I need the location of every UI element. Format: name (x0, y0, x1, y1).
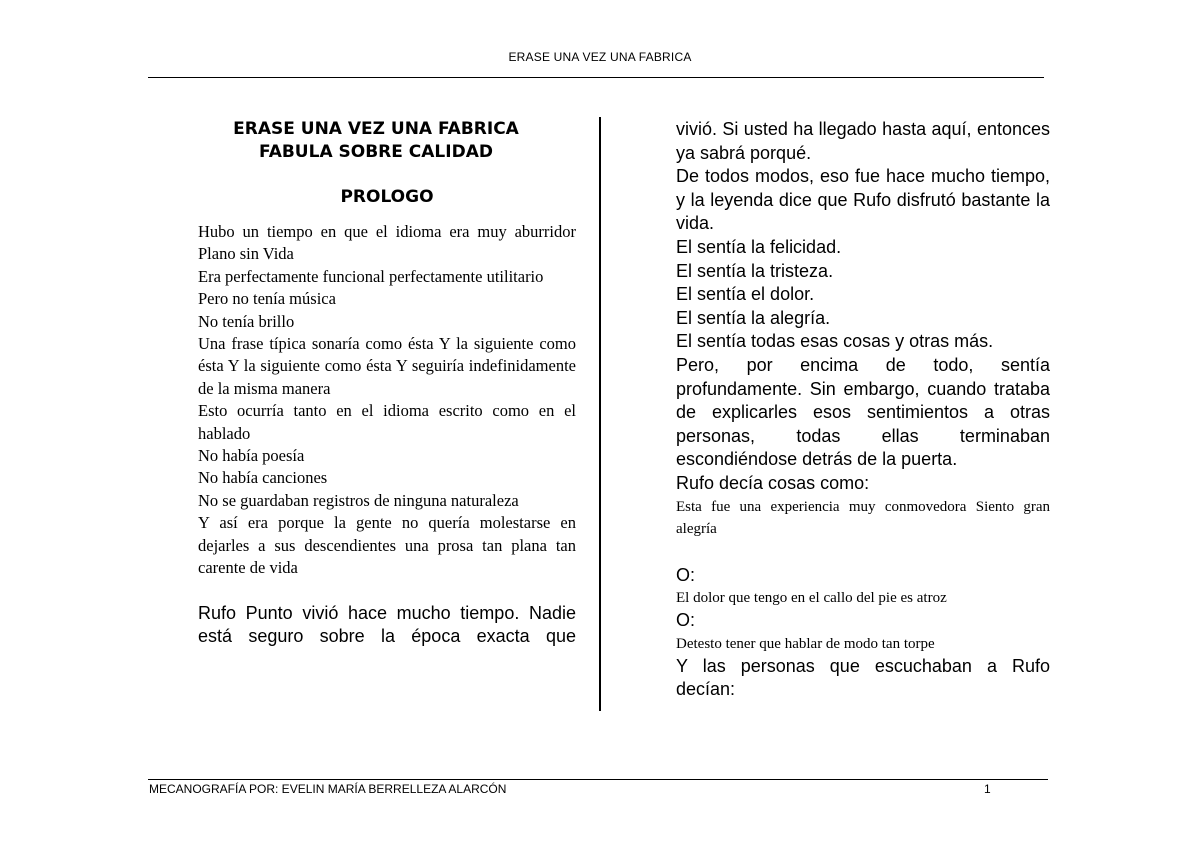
prologue-text (198, 221, 576, 580)
closing-block (676, 655, 1050, 702)
paragraph: Era perfectamente funcional perfectamente utilitario (198, 266, 544, 286)
paragraph: vivió. Si usted ha llegado hasta aquí, entonces ya sabrá porqué. (676, 119, 1050, 163)
story-continuation (676, 118, 1050, 496)
quote-block (676, 633, 1050, 655)
paragraph: No tenía brillo (198, 311, 295, 331)
paragraph: Y así era porque la gente no quería molestarse en dejarles a sus descendientes una prosa tan plana tan carente de vida (198, 513, 576, 578)
paragraph: Esto ocurría tanto en el idioma escrito como en el hablado (198, 401, 576, 443)
section-heading: PROLOGO (340, 187, 434, 207)
or-label (676, 609, 1050, 633)
or-text: O: (676, 610, 696, 631)
title-line-1: ERASE UNA VEZ UNA FABRICA (233, 119, 519, 139)
paragraph: Y las personas que escuchaban a Rufo decían: (676, 655, 1050, 700)
paragraph: El sentía la felicidad. (676, 236, 842, 257)
header-rule (148, 77, 1044, 78)
page-header-title: ERASE UNA VEZ UNA FABRICA (508, 50, 692, 64)
paragraph: Rufo Punto vivió hace mucho tiempo. Nadie está seguro sobre la época exacta que (198, 602, 576, 647)
paragraph: Pero, por encima de todo, sentía profundamente. Sin embargo, cuando trataba de explicarles esos sentimientos a otras personas, todas ellas terminaban escondiéndose detrás de la puerta. (676, 354, 1050, 470)
title-line-2: FABULA SOBRE CALIDAD (259, 142, 493, 162)
right-column (676, 118, 1050, 702)
quote: Detesto tener que hablar de modo tan torpe (676, 635, 935, 652)
quote: Esta fue una experiencia muy conmovedora Siento gran alegría (676, 498, 1050, 537)
column-divider (599, 117, 601, 711)
paragraph: El sentía el dolor. (676, 284, 815, 305)
or-label (676, 564, 1050, 588)
story-opening (198, 602, 576, 649)
or-text: O: (676, 564, 696, 585)
paragraph: Pero no tenía música (198, 289, 336, 309)
paragraph: No había canciones (198, 468, 328, 488)
page-number: 1 (984, 782, 991, 796)
paragraph: Hubo un tiempo en que el idioma era muy aburridor Plano sin Vida (198, 222, 576, 264)
footer-rule (148, 779, 1048, 780)
document-title (186, 118, 566, 164)
spacer (676, 540, 1050, 564)
quote: El dolor que tengo en el callo del pie es atroz (676, 590, 947, 607)
left-column (198, 118, 576, 649)
quote-block (676, 496, 1050, 540)
paragraph: De todos modos, eso fue hace mucho tiempo, y la leyenda dice que Rufo disfrutó bastante la vida. (676, 166, 1050, 234)
paragraph: Una frase típica sonaría como ésta Y la siguiente como ésta Y la siguiente como ésta Y seguiría indefinidamente de la misma manera (198, 334, 576, 398)
quote-block (676, 587, 1050, 609)
footer-typist: MECANOGRAFÍA POR: EVELIN MARÍA BERRELLEZA ALARCÓN (149, 782, 507, 796)
paragraph: No había poesía (198, 446, 305, 466)
paragraph: No se guardaban registros de ninguna naturaleza (198, 490, 519, 510)
paragraph: El sentía la tristeza. (676, 260, 834, 281)
paragraph: El sentía todas esas cosas y otras más. (676, 331, 994, 352)
paragraph: Rufo decía cosas como: (676, 472, 870, 493)
paragraph: El sentía la alegría. (676, 307, 831, 328)
